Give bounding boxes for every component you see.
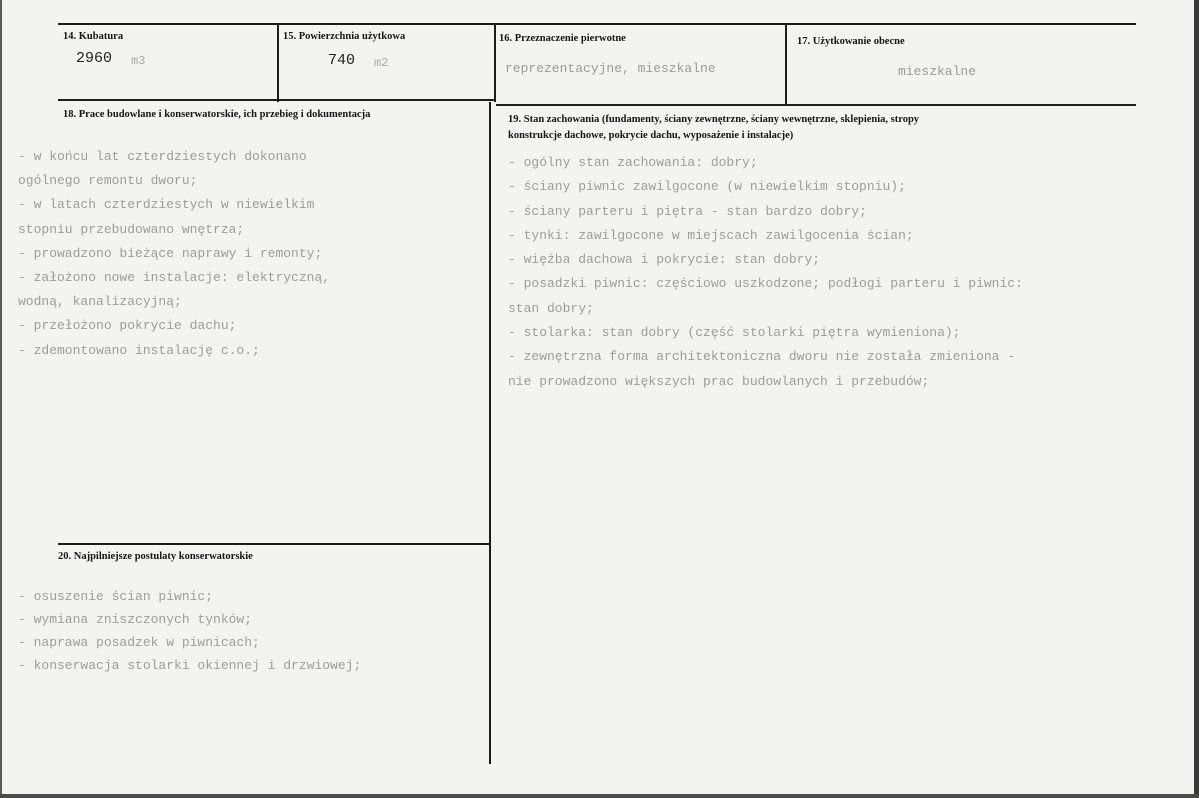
field-17-value: mieszkalne — [898, 64, 977, 79]
field-17-label: 17. Użytkowanie obecne — [797, 36, 905, 47]
list-item: - w latach czterdziestych w niewielkim — [18, 197, 315, 213]
field-18-label: 18. Prace budowlane i konserwatorskie, ich przebieg i dokumentacja — [63, 109, 371, 120]
list-item: - więźba dachowa i pokrycie: stan dobry; — [508, 252, 821, 268]
list-item: - ogólny stan zachowania: dobry; — [508, 155, 758, 170]
list-item: stopniu przebudowano wnętrza; — [18, 221, 245, 237]
field-19-label-line2: konstrukcje dachowe, pokrycie dachu, wyposażenie i instalacje) — [508, 130, 794, 141]
list-item: stan dobry; — [508, 300, 594, 316]
list-item: ogólnego remontu dworu; — [18, 173, 198, 189]
field-14-label: 14. Kubatura — [63, 31, 124, 42]
fields-bottom-rule-right — [496, 104, 1136, 106]
field-19-list — [508, 155, 1023, 398]
frame-left-edge — [0, 0, 2, 798]
frame-right-edge — [1194, 0, 1199, 798]
divider-15-16 — [494, 23, 496, 102]
list-item: - w końcu lat czterdziestych dokonano — [18, 149, 307, 164]
field-15-value: 740 — [328, 52, 356, 69]
list-item: - konserwacja stolarki okiennej i drzwiowej; — [18, 658, 362, 673]
list-item: - osuszenie ścian piwnic; — [18, 589, 214, 604]
list-item: - założono nowe instalacje: elektryczną, — [18, 269, 331, 285]
list-item: - posadzki piwnic: częściowo uszkodzone; podłogi parteru i piwnic: — [508, 276, 1023, 292]
field-16-value: reprezentacyjne, mieszkalne — [505, 61, 716, 76]
field-14-value: 2960 — [76, 50, 113, 67]
divider-14-15 — [277, 23, 279, 102]
main-column-divider — [489, 102, 491, 764]
field-15-label: 15. Powierzchnia użytkowa — [283, 31, 406, 42]
list-item: - przełożono pokrycie dachu; — [18, 318, 237, 334]
list-item: - tynki: zawilgocone w miejscach zawilgocenia ścian; — [508, 227, 914, 243]
divider-16-17 — [785, 23, 787, 104]
field-20-list — [18, 589, 361, 681]
section-20-rule — [58, 543, 490, 545]
field-15-unit: m2 — [374, 56, 389, 70]
list-item: - zewnętrzna forma architektoniczna dworu nie została zmieniona - — [508, 349, 1016, 365]
field-18-list — [18, 149, 330, 367]
list-item: - naprawa posadzek w piwnicach; — [18, 635, 260, 650]
top-rule — [58, 23, 1136, 25]
field-14-unit: m3 — [131, 54, 146, 68]
list-item: nie prowadzono większych prac budowlanych i przebudów; — [508, 373, 930, 389]
frame-bottom-edge — [0, 794, 1199, 798]
field-19-label-line1: 19. Stan zachowania (fundamenty, ściany zewnętrzne, ściany wewnętrzne, sklepienia, stropy — [508, 114, 920, 125]
field-16-label: 16. Przeznaczenie pierwotne — [499, 33, 626, 44]
list-item: - zdemontowano instalację c.o.; — [18, 342, 260, 358]
list-item: - prowadzono bieżące naprawy i remonty; — [18, 245, 323, 261]
list-item: - wymiana zniszczonych tynków; — [18, 612, 253, 627]
list-item: - ściany parteru i piętra - stan bardzo dobry; — [508, 203, 867, 219]
field-20-label: 20. Najpilniejsze postulaty konserwatorskie — [58, 551, 253, 562]
list-item: - ściany piwnic zawilgocone (w niewielkim stopniu); — [508, 179, 906, 195]
list-item: - stolarka: stan dobry (część stolarki piętra wymieniona); — [508, 325, 961, 341]
list-item: wodną, kanalizacyjną; — [18, 294, 182, 310]
